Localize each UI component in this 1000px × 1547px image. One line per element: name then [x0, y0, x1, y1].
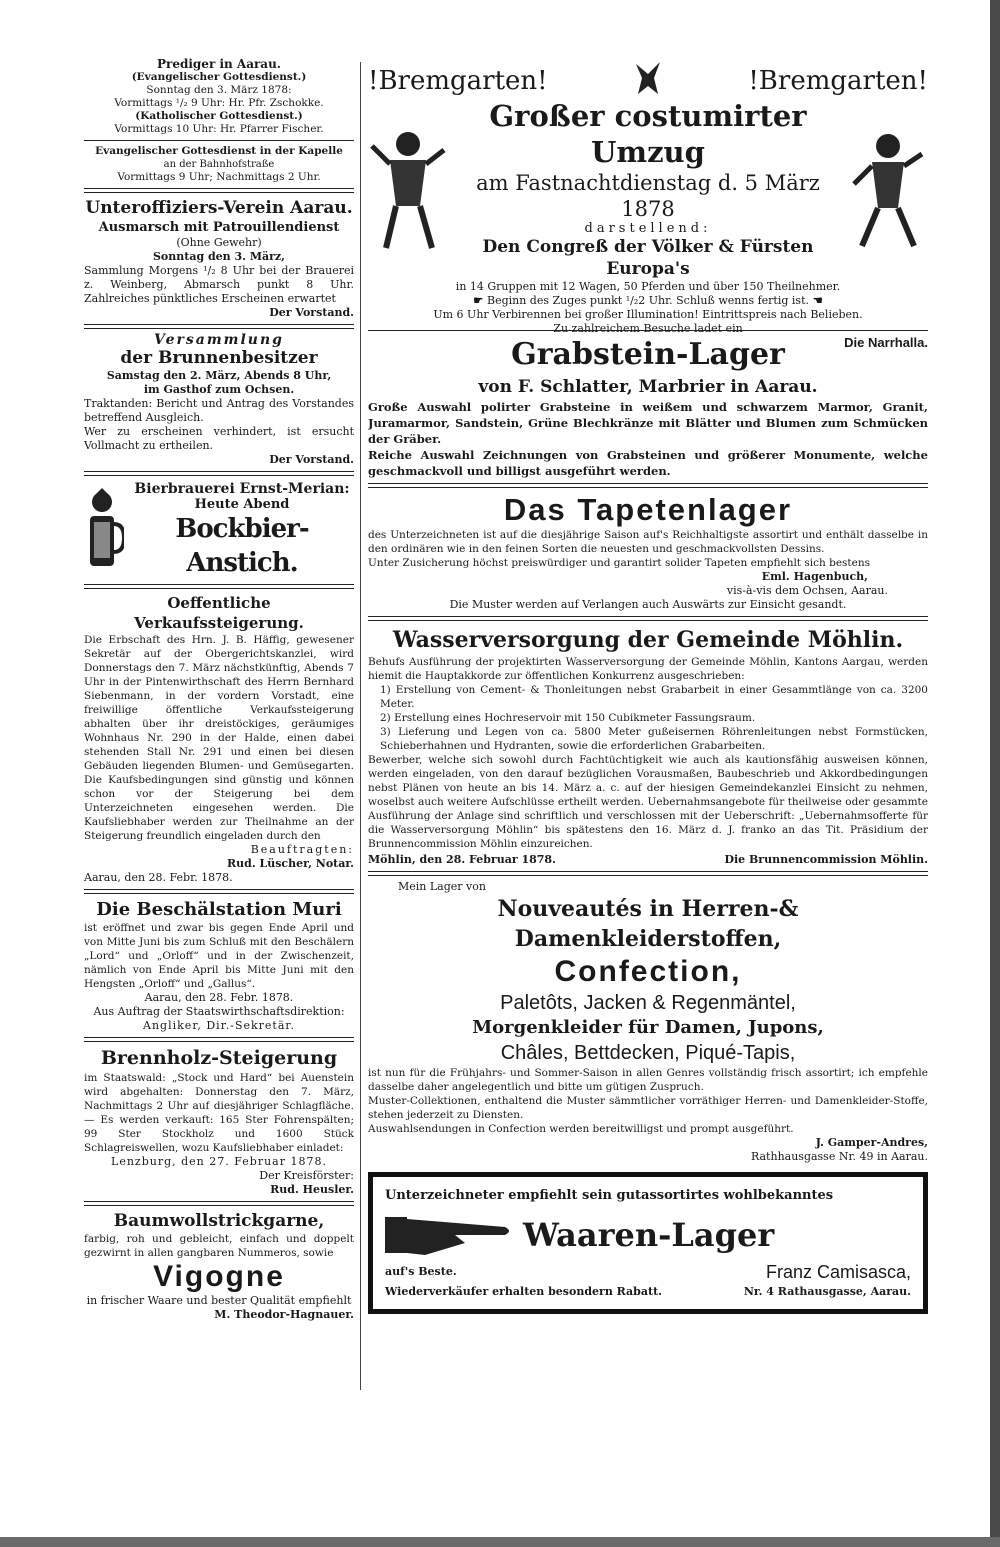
waaren-addr: Nr. 4 Rathausgasse, Aarau. — [743, 1285, 911, 1298]
waaren-ad — [368, 1172, 928, 1314]
grabstein-title: Grabstein-Lager — [511, 337, 785, 372]
grabstein-ad — [368, 335, 928, 479]
nouveautes-sign: J. Gamper-Andres, — [815, 1136, 928, 1149]
brennholz-date: Lenzburg, den 27. Februar 1878. — [111, 1155, 327, 1168]
unteroffizier-sub: Ausmarsch mit Patrouillendienst — [98, 220, 340, 235]
wasser-intro: Behufs Ausführung der projektirten Wasserversorgung der Gemeinde Möhlin, Kantons Aargau, werden hiemit die Hauptakkorde zur öffentlichen Konkurrenz ausgeschrieben: — [368, 656, 928, 682]
unteroffizier-date: Sonntag den 3. März, — [152, 250, 285, 263]
divider — [368, 483, 928, 488]
sermon-line5: Vormittags 9 Uhr; Nachmittags 2 Uhr. — [117, 171, 321, 183]
tapeten-title: Das Tapetenlager — [503, 492, 793, 527]
wasser-sign: Die Brunnencommission Möhlin. — [724, 853, 928, 866]
pointing-hand-icon — [385, 1209, 515, 1261]
unteroffizier-title: Unteroffiziers-Verein Aarau. — [85, 198, 353, 218]
page-edge-bottom — [0, 1537, 1000, 1547]
nouveautes-line1: Paletôts, Jacken & Regenmäntel, — [500, 992, 796, 1014]
garne-body: farbig, roh und gebleicht, einfach und doppelt gezwirnt in allen gangbaren Nummeros, sowie — [84, 1233, 354, 1259]
waaren-beste: auf's Beste. — [385, 1265, 457, 1278]
garne-body2: in frischer Waare und bester Qualität empfiehlt — [86, 1294, 352, 1307]
column-divider — [360, 62, 361, 1390]
garne-title: Baumwollstrickgarne, — [113, 1211, 325, 1231]
sermon-ad — [84, 58, 354, 184]
page-edge-right — [990, 0, 1000, 1547]
brennholz-role: Der Kreisförster: — [259, 1169, 354, 1182]
tapeten-ad — [368, 492, 928, 612]
verkauf-body: Die Erbschaft des Hrn. J. B. Häffig, gewesener Sekretär auf der Obergerichtskanzlei, wird Donnerstags den 7. März nächstkünftig, Abends 7 Uhr in der Pintenwirthschaft des Herrn Bernhard Siebenmann, in der vordern Vorstadt, eine freiwillige öffentliche Verkaufssteigerung abhalten über ihr dreistöckiges, geräumiges Wohnhaus Nr. 290 in der Halde, einen dabei stehenden Stall Nr. 291 und einen bei diesen Gebäuden liegenden Blumen- und Gemüsegarten. Die Kaufsbedingungen sind günstig und können schon vor der Steigerung bei dem Unterzeichneten eingesehen werden. Die Kaufsliebhaber werden zur Theilnahme an der Steigerung freundlich eingeladen durch den — [84, 634, 354, 842]
nouveautes-ad — [368, 880, 928, 1164]
divider — [84, 584, 354, 589]
nouveautes-body3: Auswahlsendungen in Confection werden bereitwilligst und prompt ausgeführt. — [368, 1123, 794, 1135]
station-date: Aarau, den 28. Febr. 1878. — [144, 991, 294, 1004]
wasser-body: Bewerber, welche sich sowohl durch Fachtüchtigkeit wie auch als kautionsfähig ausweisen können, werden eingeladen, von den darauf bezüglichen Vorausmaßen, Baubeschrieb und Akkordbedingungen nebst Plänen von heute an bis 14. März a. c. auf der hiesigen Gemeindekanzlei Einsicht zu nehmen, woselbst auch weitere Aufschlüsse ertheilt werden. Uebernahmsangebote für theilweise oder gesammte Ausführung der Anlage sind schriftlich und verschlossen mit der Ueberschrift: „Uebernahmsofferte für die Wasserversorgung Möhlin“ bis spätestens den 16. März d. J. franko an das Tit. Präsidium der Brunnencommission Möhlin einzureichen. — [368, 754, 928, 850]
brennholz-sign: Rud. Heusler. — [270, 1183, 354, 1196]
bier-line2: Heute Abend — [194, 497, 290, 512]
brennholz-body: im Staatswald: „Stock und Hard“ bei Auenstein wird abgehalten: Donnerstag den 7. März, Nachmittags 2 Uhr auf diesjähriger Schlagfläche. — Es werden verkauft: 165 Ster Fohrenspälten; 99 Ster Stockholz und 1600 Stück Schlagreiswellen, wozu Kaufsliebhaber einladet: — [84, 1072, 354, 1154]
divider — [84, 1037, 354, 1042]
sermon-line1: Sonntag den 3. März 1878: — [146, 84, 292, 96]
wasser-item1: 1) Erstellung von Cement- & Thonleitungen nebst Grabarbeit in einer Gesammtlänge von ca. 3200 Meter. — [380, 684, 928, 710]
garne-brand: Vigogne — [153, 1260, 285, 1293]
brennholz-ad — [84, 1046, 354, 1197]
station-ad — [84, 898, 354, 1033]
verkauf-title: Oeffentliche Verkaufssteigerung. — [134, 594, 304, 632]
unteroffizier-ad — [84, 197, 354, 320]
unteroffizier-note: (Ohne Gewehr) — [176, 236, 262, 249]
station-body: ist eröffnet und zwar bis gegen Ende April und von Mitte Juni bis zum Schluß mit den Beschälern „Lord“ und „Orloff“ und in der Zwischenzeit, nämlich von Ende April bis Mitte Juni mit den Hengsten „Orloff“ und „Gallus“. — [84, 922, 354, 990]
sermon-sub3: Evangelischer Gottesdienst in der Kapelle — [95, 145, 343, 157]
umzug-line2-row — [368, 294, 928, 308]
divider — [368, 871, 928, 876]
umzug-line1: in 14 Gruppen mit 12 Wagen, 50 Pferden und über 150 Theilnehmer. — [455, 280, 841, 293]
nouveautes-title: Nouveautés in Herren-& Damenkleiderstoffen, — [497, 896, 799, 952]
umzug-congress: Den Congreß der Völker & Fürsten Europa's — [482, 237, 814, 279]
waaren-rabatt: Wiederverkäufer erhalten besondern Rabatt. — [385, 1285, 662, 1298]
brunnen-sign: Der Vorstand. — [269, 453, 354, 466]
station-title: Die Beschälstation Muri — [96, 899, 342, 920]
wasser-item2: 2) Erstellung eines Hochreservoir mit 150 Cubikmeter Fassungsraum. — [380, 712, 756, 724]
waaren-name: Franz Camisasca, — [765, 1262, 911, 1282]
umzug-right-head: !Bremgarten! — [748, 66, 928, 96]
pointing-hand-icon: ☚ — [809, 294, 823, 307]
brunnen-place: im Gasthof zum Ochsen. — [143, 383, 295, 396]
umzug-darst: darstellend: — [584, 221, 712, 236]
bier-line1: Bierbrauerei Ernst-Merian: — [134, 481, 350, 497]
brunnen-date: Samstag den 2. März, Abends 8 Uhr, — [106, 369, 332, 382]
tapeten-sign: Eml. Hagenbuch, — [761, 570, 868, 583]
grabstein-sub: von F. Schlatter, Marbrier in Aarau. — [478, 377, 818, 397]
umzug-date: am Fastnachtdienstag d. 5 März 1878 — [476, 171, 820, 221]
nouveautes-line2: Morgenkleider für Damen, Jupons, — [472, 1017, 824, 1038]
sermon-sub2: (Katholischer Gottesdienst.) — [135, 110, 303, 122]
wasser-title: Wasserversorgung der Gemeinde Möhlin. — [392, 627, 904, 653]
brennholz-title: Brennholz-Steigerung — [100, 1047, 338, 1069]
divider — [84, 889, 354, 894]
jester-icon — [628, 58, 668, 98]
tapeten-addr: vis-à-vis dem Ochsen, Aarau. — [726, 584, 888, 597]
waaren-title: Waaren-Lager — [523, 1216, 775, 1254]
umzug-left-head: !Bremgarten! — [368, 66, 548, 96]
unteroffizier-sign: Der Vorstand. — [269, 306, 354, 319]
wasser-ad — [368, 625, 928, 867]
nouveautes-pre: Mein Lager von — [398, 880, 486, 893]
nouveautes-addr: Rathhausgasse Nr. 49 in Aarau. — [750, 1150, 928, 1163]
waaren-intro: Unterzeichneter empfiehlt sein gutassortirtes wohlbekanntes — [385, 1188, 834, 1203]
sermon-title: Prediger in Aarau. — [156, 58, 281, 71]
brunnen-title: Versammlung — [154, 332, 284, 348]
sermon-sub1: (Evangelischer Gottesdienst.) — [131, 71, 307, 83]
umzug-title: Großer costumirter Umzug — [489, 99, 807, 169]
brunnen-body: Traktanden: Bericht und Antrag des Vorstandes betreffend Ausgleich. — [84, 397, 354, 424]
umzug-line4: Zu zahlreichem Besuche ladet ein — [553, 322, 743, 335]
wasser-item3: 3) Lieferung und Legen von ca. 5800 Meter gußeisernen Röhrenleitungen nebst Formstücken, Schieberhahnen und Hydranten, sowie die erforderlichen Grabarbeiten. — [380, 726, 928, 752]
grabstein-body: Große Auswahl polirter Grabsteine in weißem und schwarzem Marmor, Granit, Juramarmor, Sandstein, Grüne Blechkränze mit Blätter und Blumen zum Schmücken der Gräber. — [368, 400, 928, 446]
divider — [84, 324, 354, 329]
umzug-line2: Beginn des Zuges punkt ¹/₂2 Uhr. Schluß wenns fertig ist. — [486, 294, 809, 307]
verkauf-date: Aarau, den 28. Febr. 1878. — [84, 871, 233, 884]
umzug-sign: Die Narrhalla. — [844, 335, 928, 350]
tapeten-body: des Unterzeichneten ist auf die diesjährige Saison auf's Reichhaltigste assortirt und enthält dasselbe in den ordinären wie in den feinen Sorten die neuesten und geschmackvollsten Dessins. — [368, 529, 928, 555]
garne-ad — [84, 1210, 354, 1322]
jester-figure-icon — [848, 124, 928, 254]
bier-ad — [84, 480, 354, 580]
wasser-place: Möhlin, den 28. Februar 1878. — [368, 853, 556, 866]
left-column — [84, 58, 354, 1322]
grabstein-body2: Reiche Auswahl Zeichnungen von Grabsteinen und größerer Monumente, welche geschmackvoll und billigst ausgeführt werden. — [368, 448, 928, 478]
station-sign: Angliker, Dir.-Sekretär. — [143, 1019, 295, 1032]
sermon-line3: Vormittags 10 Uhr: Hr. Pfarrer Fischer. — [114, 123, 324, 135]
divider — [84, 140, 354, 141]
bier-title: Bockbier-Anstich. — [175, 514, 309, 578]
tapeten-note: Die Muster werden auf Verlangen auch Auswärts zur Einsicht gesandt. — [449, 598, 847, 611]
divider — [84, 188, 354, 193]
umzug-ad — [368, 58, 928, 350]
brunnen-sub: der Brunnenbesitzer — [120, 348, 318, 368]
nouveautes-body2: Muster-Collektionen, enthaltend die Muster sämmtlicher vorräthiger Herren- und Damenkleider-Stoffe, stehen jederzeit zu Diensten. — [368, 1095, 928, 1121]
nouveautes-confection: Confection, — [554, 955, 742, 988]
pointing-hand-icon: ☛ — [473, 294, 487, 307]
right-column — [368, 58, 928, 1314]
station-auftrag: Aus Auftrag der Staatswirthschaftsdirektion: — [93, 1005, 345, 1018]
verkauf-beauftragter: Beauftragten: — [250, 843, 354, 856]
garne-sign: M. Theodor-Hagnauer. — [214, 1308, 354, 1321]
sermon-line4: an der Bahnhofstraße — [163, 159, 275, 170]
brunnen-body2: Wer zu erscheinen verhindert, ist ersucht Vollmacht zu ertheilen. — [84, 425, 354, 452]
sermon-line2: Vormittags ¹/₂ 9 Uhr: Hr. Pfr. Zschokke. — [114, 97, 324, 109]
unteroffizier-body: Sammlung Morgens ¹/₂ 8 Uhr bei der Brauerei z. Weinberg, Abmarsch punkt 8 Uhr. Zahlreiches pünktliches Erscheinen erwartet — [84, 264, 354, 305]
divider — [84, 1201, 354, 1206]
divider — [368, 616, 928, 621]
tapeten-body2: Unter Zusicherung höchst preiswürdiger und garantirt solider Tapeten empfiehlt sich bestens — [368, 557, 871, 569]
nouveautes-line3: Châles, Bettdecken, Piqué-Tapis, — [500, 1042, 796, 1064]
verkauf-ad — [84, 593, 354, 885]
beer-stein-icon — [84, 488, 124, 572]
verkauf-name: Rud. Lüscher, Notar. — [227, 857, 354, 870]
brunnen-ad — [84, 333, 354, 467]
divider — [84, 471, 354, 476]
umzug-line3: Um 6 Uhr Verbirennen bei großer Illumination! Eintrittspreis nach Belieben. — [433, 308, 863, 321]
jester-figure-icon — [368, 124, 448, 254]
nouveautes-body: ist nun für die Frühjahrs- und Sommer-Saison in allen Genres vollständig frisch assortirt; ich empfehle dasselbe daher angelegentlich und bitte um gütigen Zuspruch. — [368, 1067, 928, 1093]
